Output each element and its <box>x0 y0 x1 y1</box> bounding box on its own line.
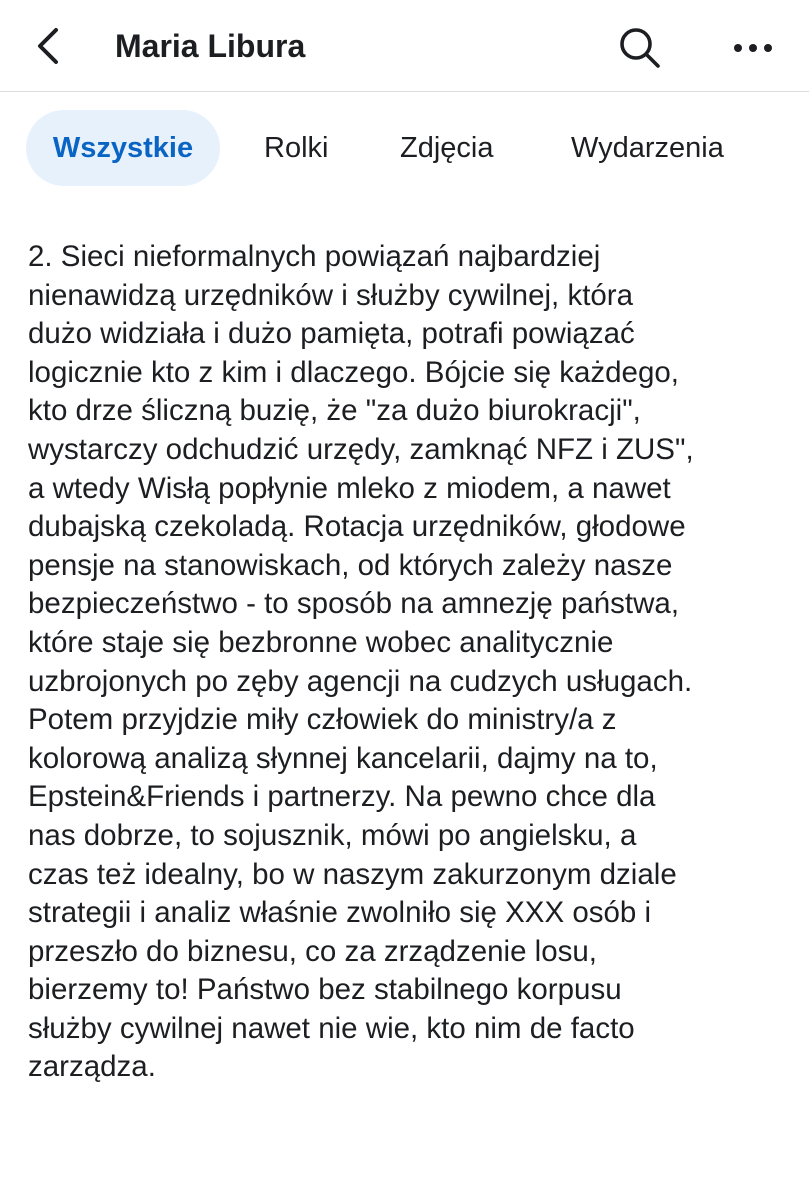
filter-tabs <box>0 110 809 186</box>
chevron-left-icon <box>30 24 70 68</box>
post-text: 2. Sieci nieformalnych powiązań najbardziej nienawidzą urzędników i służby cywilnej, która dużo widziała i dużo pamięta, potrafi powiązać logicznie kto z kim i dlaczego. Bójcie się każdego, kto drze śliczną buzię, że "za dużo biurokracji", wystarczy odchudzić urzędy, zamknąć NFZ i ZUS", a wtedy Wisłą popłynie mleko z miodem, a nawet dubajską czekoladą. Rotacja urzędników, głodowe pensje na stanowiskach, od których zależy nasze bezpieczeństwo - to sposób na amnezję państwa, które staje się bezbronne wobec analitycznie uzbrojonych po zęby agencji na cudzych usługach. Potem przyjdzie miły człowiek do ministry/a z kolorową analizą słynnej kancelarii, dajmy na to, Epstein&Friends i partnerzy. Na pewno chce dla nas dobrze, to sojusznik, mówi po angielsku, a czas też idealny, bo w naszym zakurzonym dziale strategii i analiz właśnie zwolniło się XXX osób i przeszło do biznesu, co za zrządzenie losu, bierzemy to! Państwo bez stabilnego korpusu służby cywilnej nawet nie wie, kto nim de facto zarządza. <box>28 240 694 1084</box>
search-icon <box>618 26 662 70</box>
more-options-button[interactable] <box>728 30 778 66</box>
page-title: Maria Libura <box>115 28 306 64</box>
tab-photos[interactable]: Zdjęcia <box>400 132 494 164</box>
tab-reels[interactable]: Rolki <box>264 132 329 164</box>
top-bar <box>0 0 809 92</box>
tab-all[interactable]: Wszystkie <box>26 110 220 186</box>
tab-events[interactable]: Wydarzenia <box>571 132 724 164</box>
back-button[interactable] <box>30 24 70 68</box>
search-button[interactable] <box>618 26 662 70</box>
more-horizontal-icon <box>728 30 778 66</box>
